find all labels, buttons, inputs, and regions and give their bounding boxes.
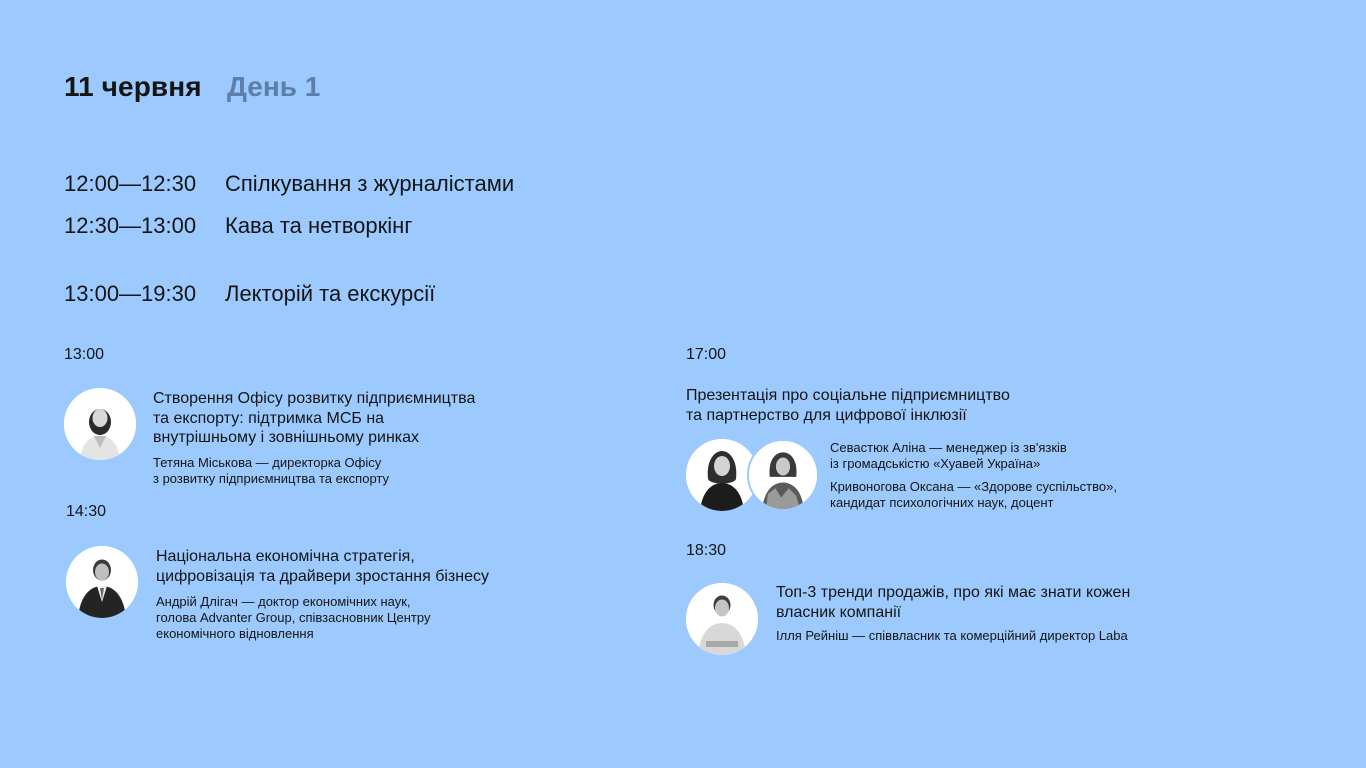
schedule-time-2: 12:30—13:00 bbox=[64, 213, 197, 238]
speaker-photo-reinish bbox=[686, 583, 758, 655]
day-label: День 1 bbox=[227, 71, 321, 102]
speaker-photo-kryvonohova bbox=[747, 439, 819, 511]
person-photo-icon bbox=[66, 546, 138, 618]
person-photo-icon bbox=[64, 388, 136, 460]
speaker-info-kryvonohova: Кривоногова Оксана — «Здорове суспільство», кандидат психологічних наук, доцент bbox=[830, 479, 1117, 510]
talk-title-1700: Презентація про соціальне підприємництво та партнерство для цифрової інклюзії bbox=[686, 387, 1010, 424]
slot-time-1830: 18:30 bbox=[686, 542, 727, 559]
person-photo-icon bbox=[686, 583, 758, 655]
schedule-time-1: 12:00—12:30 bbox=[64, 171, 197, 196]
schedule-time-3: 13:00—19:30 bbox=[64, 281, 197, 306]
schedule-title-2: Кава та нетворкінг bbox=[225, 213, 413, 238]
person-photo-icon bbox=[749, 441, 817, 509]
slot-time-1300: 13:00 bbox=[64, 346, 105, 363]
speaker-photo-miskova bbox=[64, 388, 136, 460]
talk-title-1300: Створення Офісу розвитку підприємництва та експорту: підтримка МСБ на внутрішньому і зовнішньому ринках bbox=[153, 390, 476, 446]
speaker-info-1300: Тетяна Міськова — директорка Офісу з розвитку підприємництва та експорту bbox=[153, 455, 389, 486]
slot-time-1430: 14:30 bbox=[66, 503, 107, 520]
schedule-title-1: Спілкування з журналістами bbox=[225, 171, 515, 196]
speaker-info-1430: Андрій Длігач — доктор економічних наук, голова Advanter Group, співзасновник Центру економічного відновлення bbox=[156, 594, 431, 641]
date-heading: 11 червня bbox=[64, 71, 202, 102]
speaker-photo-dlihach bbox=[66, 546, 138, 618]
slot-time-1700: 17:00 bbox=[686, 346, 727, 363]
speaker-info-sevastiuk: Севастюк Аліна — менеджер із зв'язків із громадськістю «Хуавей Україна» bbox=[830, 440, 1067, 471]
talk-title-1830: Топ-3 тренди продажів, про які має знати кожен власник компанії bbox=[776, 584, 1131, 621]
schedule-title-3: Лекторій та екскурсії bbox=[225, 281, 436, 306]
speaker-info-1830: Ілля Рейніш — співвласник та комерційний директор Laba bbox=[776, 628, 1128, 643]
talk-title-1430: Національна економічна стратегія, цифровізація та драйвери зростання бізнесу bbox=[156, 548, 489, 585]
